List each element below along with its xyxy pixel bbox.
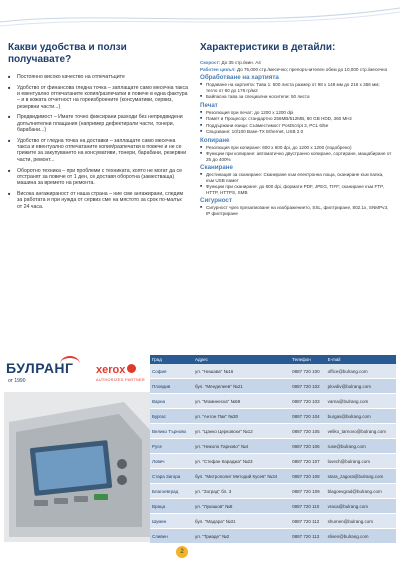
office-phone: 0887 720 104: [290, 409, 326, 424]
office-phone: 0887 720 102: [290, 379, 326, 394]
office-phone: 0887 720 108: [290, 469, 326, 484]
office-address: бул. "Мадара" №31: [193, 514, 290, 529]
spec-bullet: ■ Байпасна тава за специални носители: 50 листа: [200, 94, 392, 100]
office-email[interactable]: shumen@bulrang.com: [326, 514, 396, 529]
brand-name: БУЛРАНГ: [6, 360, 74, 376]
office-address: ул. "Нишава" №16: [193, 364, 290, 379]
office-city: Враца: [150, 499, 193, 514]
office-address: ул. "Антон Пак" №30: [193, 409, 290, 424]
office-address: ул. "Триаде" №2: [193, 529, 290, 544]
office-row: [150, 484, 396, 499]
spec-bullet: ■ Сигурност чрез презаписване на изображението, SSL, филтриране, 802.1x, SNMPv3, IP филтриране: [200, 205, 392, 216]
spec-bullet: ■ Функции при сканиране: до 600 dpi, формати PDF, JPEG, TIFF; сканиране към FTP, HTTP, HTTPS, SMB: [200, 184, 392, 195]
office-email[interactable]: plovdiv@bulrang.com: [326, 379, 396, 394]
spec-section-heading: Сканиране: [200, 164, 233, 171]
office-city: Варна: [150, 394, 193, 409]
spec-bullet: ■ Поддържани езици: Съвместимост PostScript 3, PCL 6/5e: [200, 123, 392, 129]
spec-text: До 75,000 стр./месечно; препоръчителен обем до 10,000 стр./месечно: [236, 66, 388, 72]
xerox-ball-icon: [127, 364, 136, 373]
spec-bullet: ■ Подаване на хартията: Тава 1: 500 листа размер от 98 x 148 мм до 216 x 356 мм; тегло от 60 до 176 гр/м2: [200, 82, 392, 93]
spec-bullet: ■ Резолюция при копиране: 600 x 600 dpi, до 1200 x 1200 (подобрено): [200, 145, 392, 151]
spec-label: Работен цикъл:: [200, 66, 236, 72]
spec-bullet: ■ Резолюция при печат: до 1200 x 1200 dpi: [200, 110, 392, 116]
column-header: Адрес: [193, 355, 290, 364]
office-city: Ловеч: [150, 454, 193, 469]
benefit-item: ■ Удобство от гледна точка на доставки – заплащате само месечна такса и евентуално отпечатаните копия/разпечатки в повече и не се грижите за закупуването на консумативи, тонери, барабани, резервни части, ремонт...: [8, 138, 188, 163]
office-row: [150, 454, 396, 469]
office-email[interactable]: blagoevgrad@bulrang.com: [326, 484, 396, 499]
office-city: Шумен: [150, 514, 193, 529]
offices-table: [150, 355, 396, 544]
office-address: ул. "Цанко Церковски" №12: [193, 424, 290, 439]
office-row: [150, 424, 396, 439]
office-email[interactable]: vraca@bulrang.com: [326, 499, 396, 514]
office-row: [150, 529, 396, 544]
office-address: ул. "Стефан Караджа" №23: [193, 454, 290, 469]
office-row: [150, 469, 396, 484]
office-phone: 0887 720 112: [290, 514, 326, 529]
spec-bullet: ■ Памет и Процесор: стандартно 256MB/512MB, 80 GB HDD, 360 MHz: [200, 116, 392, 122]
benefits-title: Какви удобства и ползи получавате?: [8, 42, 127, 65]
column-header: Град: [150, 355, 193, 364]
spec-label: Скорост:: [200, 60, 221, 65]
spec-section-heading: Копиране: [200, 136, 230, 144]
page-number: 2: [176, 546, 188, 558]
office-city: Стара Загора: [150, 469, 193, 484]
office-email[interactable]: burgas@bulrang.com: [326, 409, 396, 424]
benefit-item: ■ Висока ангажираност от наша страна – ние сме ангажирани, следим за работата и при нужда от сервиз сме на мястото за срок по-малък от 24 часа.: [8, 191, 188, 210]
office-city: Бургас: [150, 409, 193, 424]
office-address: ул. "Лукашов" №8: [193, 499, 290, 514]
spec-section-heading: Печат: [200, 101, 218, 109]
logo-swoosh-icon: [60, 356, 80, 372]
brand-since: от 1990: [8, 378, 26, 384]
benefits-list: [8, 74, 188, 210]
office-phone: 0887 720 110: [290, 499, 326, 514]
office-address: ул. "Николо Тарново" №4: [193, 439, 290, 454]
office-city: Благоевград: [150, 484, 193, 499]
office-city: Велико Търново: [150, 424, 193, 439]
printer-control-panel-image: [4, 392, 154, 542]
benefits-column: [8, 42, 188, 214]
offices-header-row: [150, 355, 396, 364]
specs-column: [200, 42, 392, 217]
spec-bullet: ■ Функции при копиране: автоматично двустранно копиране, сортиране, мащабиране от 25 до 400%: [200, 151, 392, 162]
office-address: бул. "Менделеев" №21: [193, 379, 290, 394]
office-city: Русе: [150, 439, 193, 454]
office-email[interactable]: stara_zagora@bulrang.com: [326, 469, 396, 484]
office-phone: 0887 720 113: [290, 529, 326, 544]
spec-text: До 35 стр./мин. А4: [221, 60, 261, 65]
office-email[interactable]: varna@bulrang.com: [326, 394, 396, 409]
benefit-item: ■ Удобство от финансова гледна точка – заплащате само месечна такса и евентуално отпечатаните копия/разпечатки в повече в една фактура – и в кожата отчетност на гореизброените (консумативи, сервиз, резервни части...): [8, 85, 188, 110]
office-phone: 0887 720 106: [290, 439, 326, 454]
office-row: [150, 379, 396, 394]
office-phone: 0887 720 100: [290, 364, 326, 379]
office-phone: 0887 720 107: [290, 454, 326, 469]
office-city: Сливен: [150, 529, 193, 544]
office-phone: 0887 720 105: [290, 424, 326, 439]
office-address: ул. "Зоград" бл. 3: [193, 484, 290, 499]
spec-line: [200, 60, 392, 66]
office-address: ул. "Моминеска" №59: [193, 394, 290, 409]
spec-section-heading: Сигурност: [200, 197, 232, 204]
spec-line: [200, 67, 392, 73]
benefit-item: ■ Постоянно високо качество на отпечатъците: [8, 74, 188, 80]
spec-bullet: ■ Дестинация за сканиране: Сканиране към електронна поща, сканиране към папка, към USB памет: [200, 172, 392, 183]
benefit-item: ■ Предвидимост – Имате точно фиксирани разходи без непредвидени допълнителни плащания (например дефектирали части, тонери, барабани...): [8, 114, 188, 133]
office-row: [150, 394, 396, 409]
office-city: София: [150, 364, 193, 379]
specs-list: [200, 60, 392, 216]
authorized-partner-label: AUTHORIZED PARTNER: [96, 378, 145, 382]
spec-bullet: ■ Свързване: 10/100 Base-TX Ethernet, USB 2.0: [200, 129, 392, 135]
office-email[interactable]: office@bulrang.com: [326, 364, 396, 379]
office-phone: 0887 720 103: [290, 394, 326, 409]
office-row: [150, 499, 396, 514]
xerox-logo: [96, 360, 145, 382]
office-row: [150, 364, 396, 379]
office-email[interactable]: ruse@bulrang.com: [326, 439, 396, 454]
office-row: [150, 439, 396, 454]
decorative-wave: [0, 0, 400, 30]
column-header: Телефон: [290, 355, 326, 364]
office-email[interactable]: lovech@bulrang.com: [326, 454, 396, 469]
office-row: [150, 514, 396, 529]
office-city: Пловдив: [150, 379, 193, 394]
office-row: [150, 409, 396, 424]
spec-section-heading: Обработване на хартията: [200, 74, 279, 81]
office-email[interactable]: sliven@bulrang.com: [326, 529, 396, 544]
column-header: E-mail: [326, 355, 396, 364]
specs-title: Характеристики в детайли:: [200, 42, 336, 53]
benefit-item: ■ Оборотно техника – при проблеми с техниката, която не могат да се отстранят за повече от 1 ден, се доставя оборотна (заместваща) машина за времето на ремонта.: [8, 168, 188, 187]
office-phone: 0887 720 109: [290, 484, 326, 499]
office-email[interactable]: veliko_tarnovo@bulrang.com: [326, 424, 396, 439]
office-address: бул. "Митрополит Методий Кусев" №34: [193, 469, 290, 484]
xerox-wordmark: xerox: [96, 364, 126, 376]
